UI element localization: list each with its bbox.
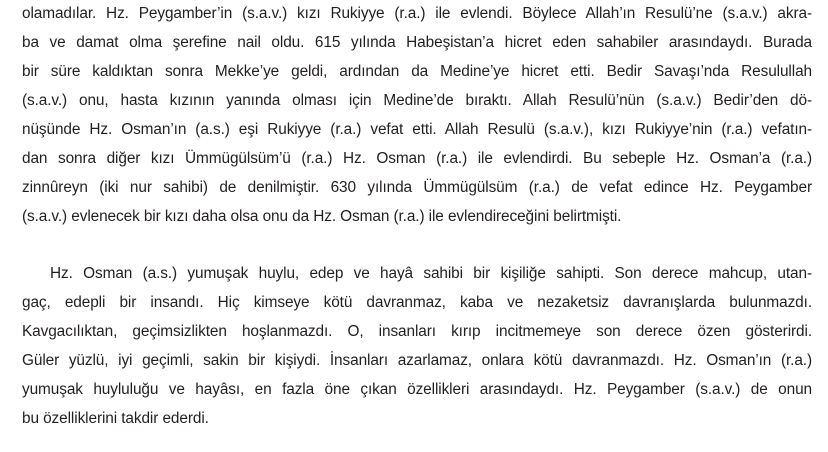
paragraph-1-line: ba ve damat olma şerefine nail oldu. 615 yılında Habeşistan’a hicret eden sahabiler arasındaydı. Burada bbox=[22, 34, 812, 51]
paragraph-1-line: dan sonra diğer kızı Ümmügülsüm’ü (r.a.) Hz. Osman (r.a.) ile evlendirdi. Bu sebeple Hz. Osman’a (r.a.) bbox=[22, 150, 812, 167]
paragraph-1-line: (s.a.v.) evlenecek bir kızı daha olsa onu da Hz. Osman (r.a.) ile evlendireceğini belirtmişti. bbox=[22, 208, 622, 225]
paragraph-2-line: Kavgacılıktan, geçimsizlikten hoşlanmazdı. O, insanları kırıp incitmemeye son derece özen gösterirdi. bbox=[22, 323, 812, 340]
paragraph-1-line: nüşünde Hz. Osman’ın (a.s.) eşi Rukiyye (r.a.) vefat etti. Allah Resulü (s.a.v.), kızı Rukiyye’nin (r.a.) vefatın- bbox=[22, 121, 812, 138]
paragraph-2-line: Güler yüzlü, iyi geçimli, sakin bir kişiydi. İnsanları azarlamaz, onlara kötü davranmazdı. Hz. Osman’ın (r.a.) bbox=[22, 352, 812, 369]
paragraph-2-line: bu özelliklerini takdir ederdi. bbox=[22, 410, 209, 427]
paragraph-1-line: bir süre kaldıktan sonra Mekke’ye geldi, ardından da Medine’ye hicret etti. Bedir Savaşı’nda Resulullah bbox=[22, 63, 812, 80]
paragraph-2-line: Hz. Osman (a.s.) yumuşak huylu, edep ve hayâ sahibi bir kişiliğe sahipti. Son derece mahcup, utan- bbox=[50, 265, 812, 282]
paragraph-2-line: gaç, edepli bir insandı. Hiç kimseye kötü davranmaz, kaba ve nezaketsiz davranışlarda bulunmazdı. bbox=[22, 294, 812, 311]
paragraph-1-line: (s.a.v.) onu, hasta kızının yanında olması için Medine’de bıraktı. Allah Resulü’nün (s.a.v.) Bedir’den dö- bbox=[22, 92, 812, 109]
paragraph-2-line: yumuşak huyluluğu ve hayâsı, en fazla öne çıkan özellikleri arasındaydı. Hz. Peygamber (s.a.v.) de onun bbox=[22, 381, 812, 398]
paragraph-1-line: olamadılar. Hz. Peygamber’in (s.a.v.) kızı Rukiyye (r.a.) ile evlendi. Böylece Allah’ın Resulü’ne (s.a.v.) akra- bbox=[22, 5, 812, 22]
paragraph-1-line: zinnûreyn (iki nur sahibi) de denilmiştir. 630 yılında Ümmügülsüm (r.a.) de vefat edince Hz. Peygamber bbox=[22, 179, 812, 196]
